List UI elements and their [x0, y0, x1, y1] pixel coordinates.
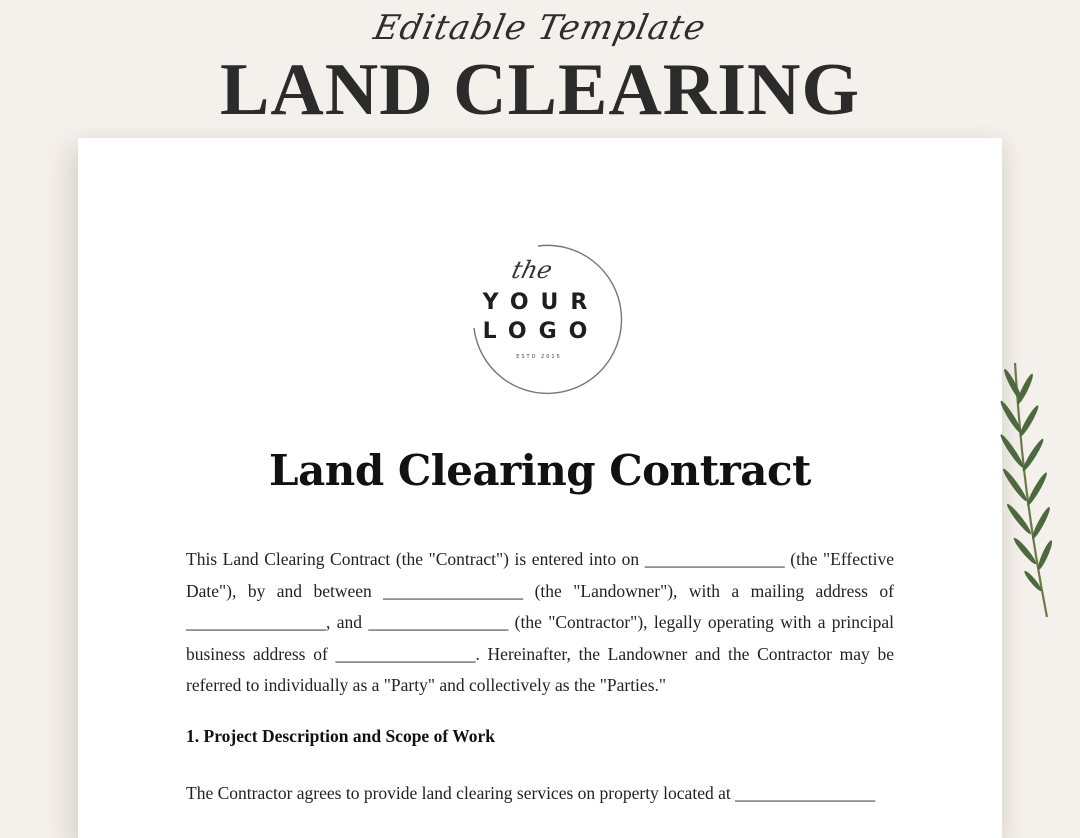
logo-estd: ESTD 2015 [516, 354, 562, 360]
banner-title: LAND CLEARING [219, 49, 860, 131]
logo-the-text: the [508, 256, 556, 284]
logo-placeholder [466, 238, 626, 398]
rosemary-sprig-icon [985, 355, 1065, 625]
intro-paragraph: This Land Clearing Contract (the "Contract") is entered into on ________________ (the "Effective Date"), by and between ________________ (the "Landowner"), with a mailing address of ________________, and ________________ (the "Contractor"), legally operating with a principal business address of ________________. Hereinafter, the Landowner and the Contractor may be referred to individually as a "Party" and collectively as the "Parties." [186, 549, 894, 695]
logo-line-your: YOUR [482, 290, 600, 315]
section-1-body: The Contractor agrees to provide land clearing services on property located at ________________ [186, 783, 876, 803]
document-title: Land Clearing Contract [269, 446, 811, 495]
document-page [78, 138, 1002, 838]
section-1-heading: 1. Project Description and Scope of Work [186, 726, 495, 746]
banner-subtitle: Editable Template [370, 8, 710, 48]
logo-line-logo: LOGO [482, 319, 600, 344]
